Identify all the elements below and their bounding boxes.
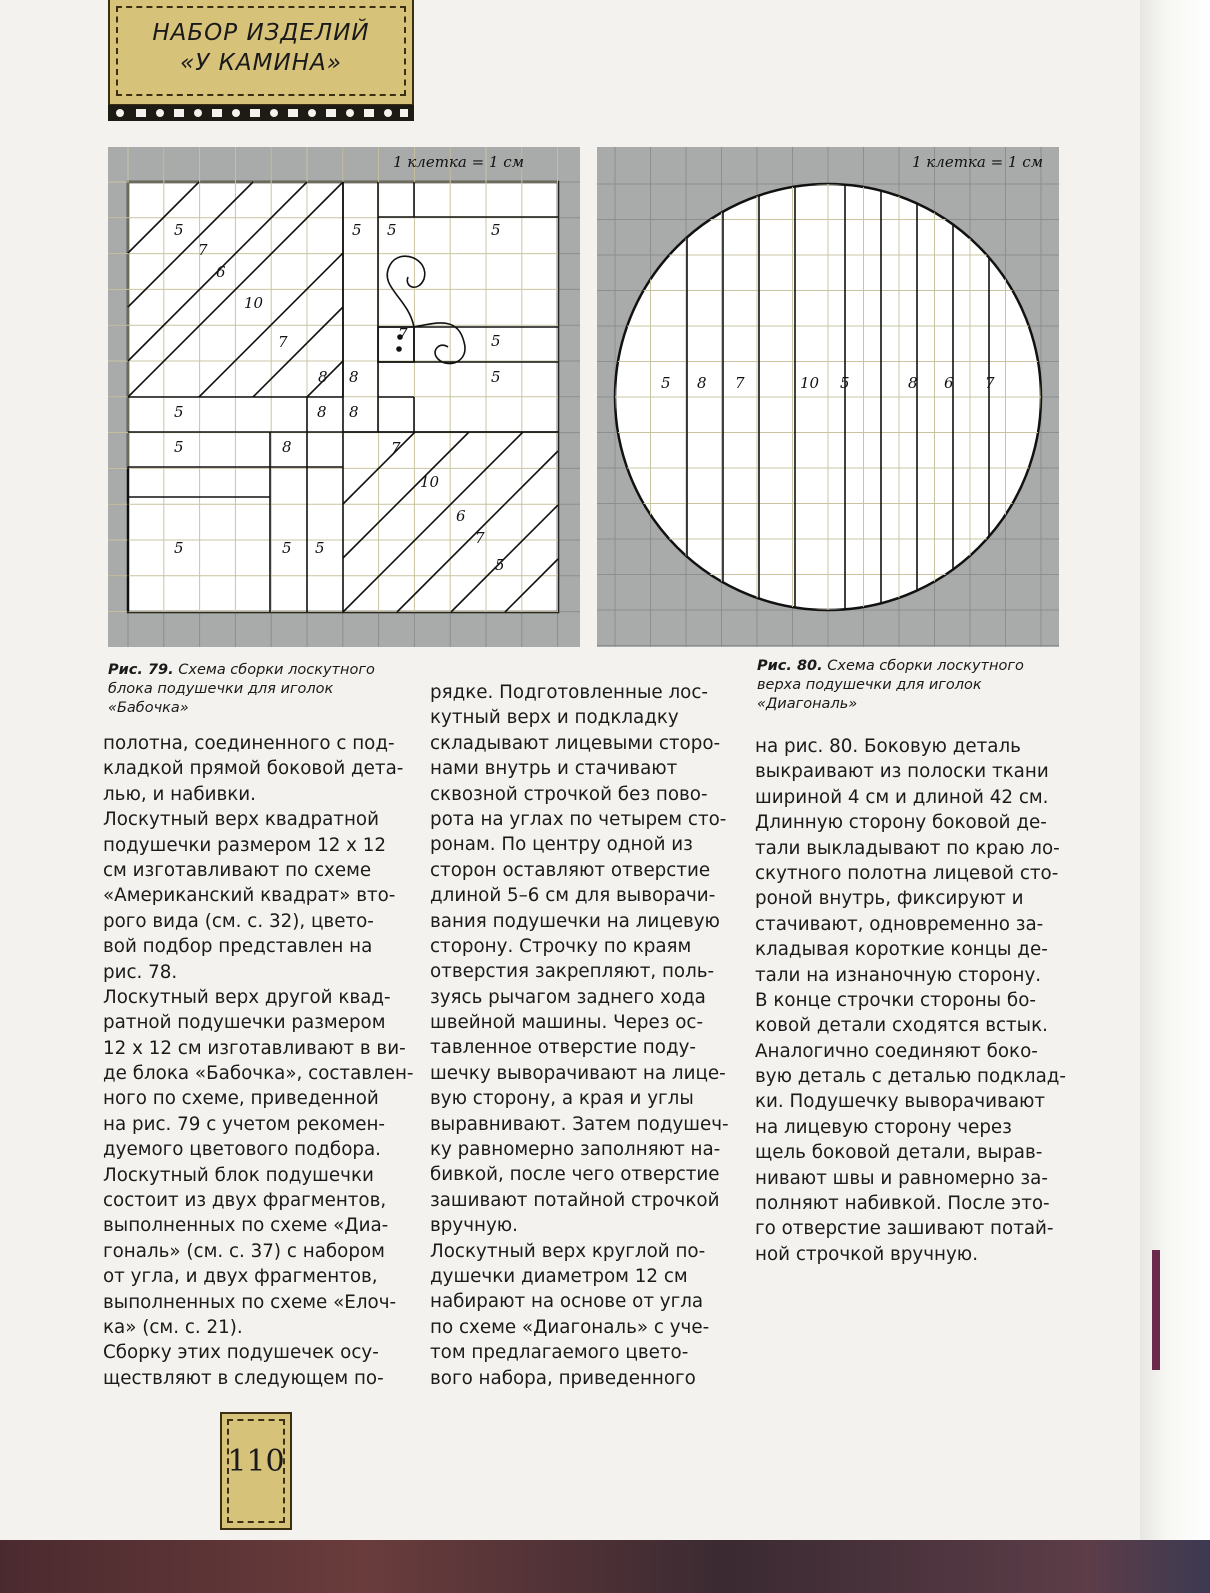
text-line: тали на изнаночную сторону.: [755, 964, 1042, 986]
text-line: шечку выворачивают на лице-: [430, 1062, 726, 1084]
text-line: ного по схеме, приведенной: [103, 1088, 379, 1110]
text-line: на рис. 79 с учетом рекомен-: [103, 1113, 386, 1135]
text-line: Лоскутный верх другой квад-: [103, 986, 391, 1008]
text-line: рис. 78.: [103, 961, 178, 983]
text-line: выполненных по схеме «Елоч-: [103, 1291, 397, 1313]
text-line: бивкой, после чего отверстие: [430, 1164, 720, 1186]
piece-number-label: 6: [456, 507, 466, 525]
figure-80-caption: [757, 657, 1057, 714]
text-line: шириной 4 см и длиной 42 см.: [755, 786, 1049, 808]
text-line: гональ» (см. с. 37) с набором: [103, 1240, 385, 1262]
piece-number-label: 5: [174, 403, 184, 421]
piece-number-label: 5: [174, 221, 184, 239]
piece-number-label: 10: [420, 473, 440, 491]
text-line: ратной подушечки размером: [103, 1012, 386, 1034]
text-line: вую деталь с деталью подклад-: [755, 1066, 1067, 1088]
text-line: ронам. По центру одной из: [430, 834, 693, 856]
figure-79-caption-prefix: Рис. 79.: [108, 662, 174, 678]
text-line: от угла, и двух фрагментов,: [103, 1266, 378, 1288]
text-line: лью, и набивки.: [103, 783, 256, 805]
figure-79-drawing: [108, 147, 580, 647]
text-line: 12 х 12 см изготавливают в ви-: [103, 1037, 406, 1059]
text-line: го отверстие зашивают потай-: [755, 1218, 1054, 1240]
text-line: Длинную сторону боковой де-: [755, 812, 1047, 834]
page-gutter-shadow: [1140, 0, 1210, 1593]
text-line: состоит из двух фрагментов,: [103, 1190, 387, 1212]
piece-number-label: 8: [318, 368, 328, 386]
text-line: Лоскутный верх квадратной: [103, 809, 379, 831]
text-line: вого набора, приведенного: [430, 1367, 696, 1389]
piece-number-label: 8: [282, 438, 292, 456]
text-line: вую сторону, а края и углы: [430, 1088, 694, 1110]
strip-number-label: 8: [908, 374, 918, 392]
text-line: складывают лицевыми сторо-: [430, 732, 721, 754]
text-line: выкраивают из полоски ткани: [755, 761, 1049, 783]
figure-80-caption-line: «Диагональ»: [757, 696, 858, 712]
text-line: щель боковой детали, вырав-: [755, 1142, 1043, 1164]
page-number-tab: [220, 1412, 292, 1530]
text-line: душечки диаметром 12 см: [430, 1265, 688, 1287]
text-line: рядке. Подготовленные лос-: [430, 682, 708, 703]
strip-number-label: 7: [735, 374, 745, 392]
text-line: отверстия закрепляют, поль-: [430, 961, 715, 983]
section-title-line1: НАБОР ИЗДЕЛИЙ: [152, 20, 370, 46]
body-text-column-middle: [430, 680, 729, 1391]
piece-number-label: 8: [349, 368, 359, 386]
text-line: роной внутрь, фиксируют и: [755, 888, 1024, 910]
piece-number-label: 7: [475, 529, 485, 547]
page-edge-marker: [1152, 1250, 1160, 1370]
text-line: на рис. 80. Боковую деталь: [755, 736, 1021, 757]
piece-number-label: 5: [174, 438, 184, 456]
piece-number-label: 5: [174, 539, 184, 557]
text-line: нами внутрь и стачивают: [430, 758, 678, 780]
text-line: Лоскутный блок подушечки: [103, 1164, 374, 1186]
figure-79-butterfly-scheme: [108, 147, 580, 647]
piece-number-label: 7: [398, 325, 408, 343]
text-line: выравнивают. Затем подушеч-: [430, 1113, 729, 1135]
strip-number-label: 10: [800, 374, 820, 392]
header-ornament-border: [108, 105, 414, 121]
section-title-line2: «У КАМИНА»: [180, 50, 342, 76]
text-line: Аналогично соединяют боко-: [755, 1040, 1038, 1062]
figure-80-caption-line: Схема сборки лоскутного: [822, 658, 1024, 674]
text-line: сквозной строчкой без пово-: [430, 783, 708, 805]
scan-bottom-edge: [0, 1540, 1210, 1593]
text-line: см изготавливают по схеме: [103, 859, 372, 881]
text-line: кладывая короткие концы де-: [755, 939, 1048, 961]
text-line: кутный верх и подкладку: [430, 707, 679, 729]
piece-number-label: 5: [282, 539, 292, 557]
figure-79-caption: [108, 661, 408, 718]
body-text-column-right: [755, 734, 1066, 1267]
figure-79-caption-line: Схема сборки лоскутного: [173, 662, 375, 678]
piece-number-label: 10: [244, 294, 264, 312]
piece-number-label: 5: [387, 221, 397, 239]
piece-number-label: 6: [216, 263, 226, 281]
section-header: [108, 0, 414, 106]
text-line: ковой детали сходятся встык.: [755, 1015, 1048, 1037]
strip-number-label: 5: [840, 374, 850, 392]
text-line: ной строчкой вручную.: [755, 1243, 979, 1265]
text-line: зуясь рычагом заднего хода: [430, 986, 706, 1008]
text-line: тали выкладывают по краю ло-: [755, 837, 1060, 859]
text-line: «Американский квадрат» вто-: [103, 885, 396, 907]
text-line: ку равномерно заполняют на-: [430, 1139, 721, 1161]
text-line: кладкой прямой боковой дета-: [103, 758, 404, 780]
text-line: стачивают, одновременно за-: [755, 913, 1044, 935]
piece-number-label: 7: [198, 241, 208, 259]
text-line: швейной машины. Через ос-: [430, 1012, 704, 1034]
strip-number-label: 7: [985, 374, 995, 392]
text-line: тавленное отверстие поду-: [430, 1037, 696, 1059]
figure-80-caption-line: верха подушечки для иголок: [757, 677, 982, 693]
piece-number-label: 5: [491, 368, 501, 386]
figure-79-caption-line: блока подушечки для иголок: [108, 681, 334, 697]
text-line: В конце строчки стороны бо-: [755, 989, 1036, 1011]
text-line: подушечки размером 12 х 12: [103, 834, 387, 856]
text-line: скутного полотна лицевой сто-: [755, 862, 1059, 884]
text-line: выполненных по схеме «Диа-: [103, 1215, 389, 1237]
text-line: том предлагаемого цвето-: [430, 1342, 689, 1364]
figure-79-scale-label: 1 клетка = 1 см: [393, 153, 525, 171]
text-line: ки. Подушечку выворачивают: [755, 1091, 1046, 1113]
text-line: Лоскутный верх круглой по-: [430, 1240, 706, 1262]
text-line: де блока «Бабочка», составлен-: [103, 1063, 414, 1085]
piece-number-label: 5: [495, 556, 505, 574]
figure-80-diagonal-scheme: [597, 147, 1059, 647]
text-line: длиной 5–6 см для выворачи-: [430, 885, 716, 907]
figure-79-caption-line: «Бабочка»: [108, 700, 189, 716]
text-line: Сборку этих подушечек осу-: [103, 1342, 379, 1364]
text-line: сторон оставляют отверстие: [430, 859, 711, 881]
piece-number-label: 7: [278, 333, 288, 351]
text-line: ществляют в следующем по-: [103, 1367, 384, 1389]
text-line: вания подушечки на лицевую: [430, 910, 720, 932]
text-line: нивают швы и равномерно за-: [755, 1167, 1048, 1189]
piece-number-label: 5: [491, 332, 501, 350]
piece-number-label: 5: [352, 221, 362, 239]
strip-number-label: 6: [944, 374, 954, 392]
text-line: рого вида (см. с. 32), цвето-: [103, 910, 374, 932]
text-line: зашивают потайной строчкой: [430, 1189, 720, 1211]
figure-80-drawing: [597, 147, 1059, 647]
text-line: полотна, соединенного с под-: [103, 733, 395, 754]
text-line: дуемого цветового подбора.: [103, 1139, 381, 1161]
figure-80-caption-prefix: Рис. 80.: [757, 658, 823, 674]
text-line: набирают на основе от угла: [430, 1291, 704, 1313]
strip-number-label: 5: [661, 374, 671, 392]
section-title: [110, 18, 412, 78]
piece-number-label: 5: [491, 221, 501, 239]
text-line: вой подбор представлен на: [103, 936, 373, 958]
piece-number-label: 5: [315, 539, 325, 557]
text-line: рота на углах по четырем сто-: [430, 808, 727, 830]
text-line: ка» (см. с. 21).: [103, 1316, 243, 1338]
text-line: полняют набивкой. После это-: [755, 1193, 1050, 1215]
text-line: вручную.: [430, 1215, 518, 1237]
text-line: сторону. Строчку по краям: [430, 935, 692, 957]
text-line: на лицевую сторону через: [755, 1116, 1012, 1138]
text-line: по схеме «Диагональ» с уче-: [430, 1316, 710, 1338]
piece-number-label: 8: [349, 403, 359, 421]
page-number: 110: [227, 1444, 285, 1479]
body-text-column-left: [103, 731, 414, 1391]
strip-number-label: 8: [697, 374, 707, 392]
piece-number-label: 8: [317, 403, 327, 421]
figure-80-scale-label: 1 клетка = 1 см: [912, 153, 1044, 171]
piece-number-label: 7: [391, 439, 401, 457]
